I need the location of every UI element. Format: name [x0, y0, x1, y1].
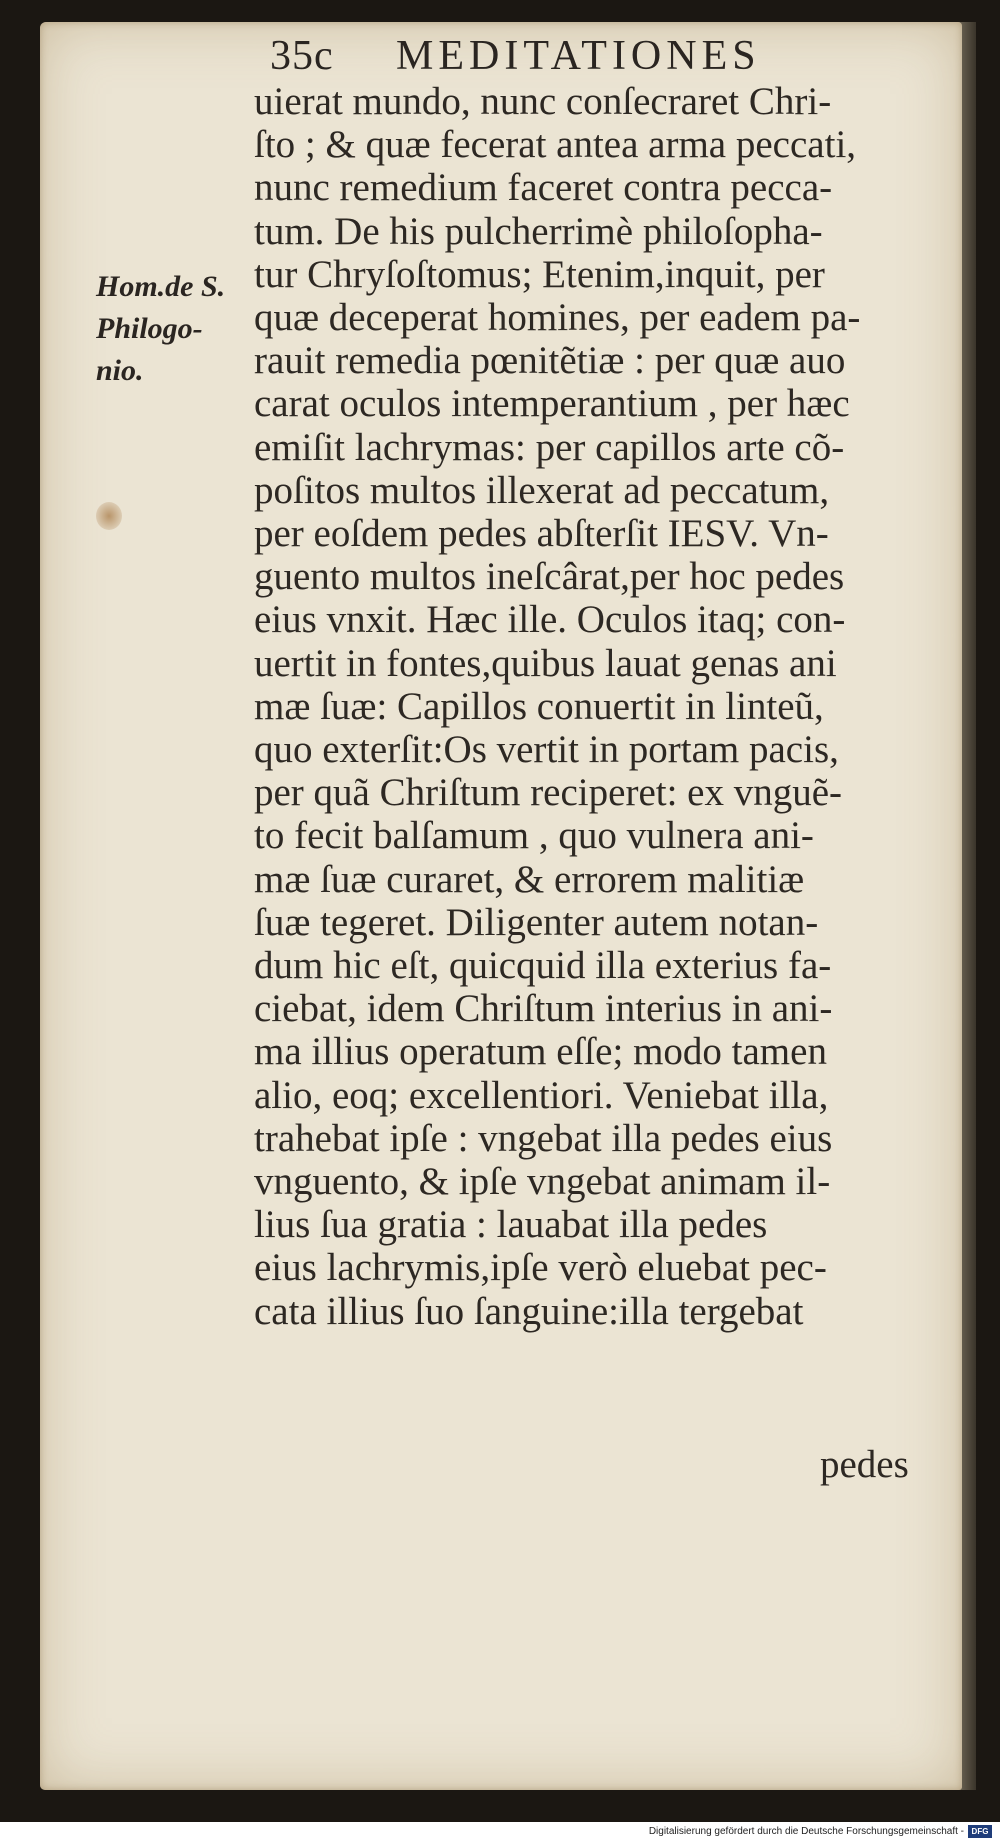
text-line: poſitos multos illexerat ad peccatum,: [254, 468, 830, 512]
text-line: mæ ſuæ: Capillos conuertit in linteũ,: [254, 684, 824, 728]
text-line: eius vnxit. Hæc ille. Oculos itaq; con-: [254, 598, 846, 642]
text-line: tum. De his pulcherrimè philoſopha-: [254, 209, 823, 253]
catchword: pedes: [820, 1443, 909, 1486]
margin-note-line: Hom.de S.: [96, 270, 226, 303]
text-line: quo exterſit:Os vertit in portam pacis,: [254, 728, 839, 772]
text-line: per quã Chriſtum reciperet: ex vnguẽ-: [254, 771, 843, 815]
text-line: eius lachrymis,ipſe verò eluebat pec-: [254, 1246, 827, 1290]
text-line: mæ ſuæ curaret, & errorem malitiæ: [254, 857, 805, 901]
page-number: 35c: [270, 33, 334, 79]
running-header: [266, 28, 866, 84]
text-line: tur Chryſoſtomus; Etenim,inquit, per: [254, 252, 825, 296]
text-line: quæ deceperat homines, per eadem pa-: [254, 296, 861, 340]
dfg-logo-icon: DFG: [968, 1825, 992, 1838]
text-line: emiſit lachrymas: per capillos arte cõ-: [254, 425, 845, 469]
text-line: dum hic eſt, quicquid illa exterius fa-: [254, 944, 832, 988]
running-title: MEDITATIONES: [396, 33, 761, 79]
text-line: uierat mundo, nunc conſecraret Chri-: [254, 80, 832, 123]
margin-note-line: Philogo-: [96, 312, 203, 345]
digitization-footer: [0, 1822, 1000, 1843]
body-text: [254, 80, 934, 1333]
margin-note: [96, 266, 258, 392]
text-line: ſuæ tegeret. Diligenter autem notan-: [254, 900, 819, 944]
paper-stain: [96, 502, 122, 530]
text-line: nunc remedium faceret contra pecca-: [254, 166, 833, 210]
margin-note-line: nio.: [96, 354, 144, 387]
text-line: ma illius operatum eſſe; modo tamen: [254, 1030, 827, 1074]
text-line: to fecit balſamum , quo vulnera ani-: [254, 814, 814, 858]
text-line: cata illius ſuo ſanguine:illa tergebat: [254, 1289, 804, 1333]
text-line: rauit remedia pœnitẽtiæ : per quæ auo: [254, 339, 846, 383]
text-line: trahebat ipſe : vngebat illa pedes eius: [254, 1116, 833, 1160]
text-line: guento multos ineſcârat,per hoc pedes: [254, 555, 845, 599]
text-line: ſto ; & quæ fecerat antea arma peccati,: [254, 123, 857, 167]
text-line: lius ſua gratia : lauabat illa pedes: [254, 1203, 768, 1247]
text-line: alio, eoq; excellentiori. Veniebat illa,: [254, 1073, 829, 1117]
text-line: uertit in fontes,quibus lauat genas ani: [254, 641, 837, 685]
text-line: ciebat, idem Chriſtum interius in ani-: [254, 987, 833, 1031]
text-line: per eoſdem pedes abſterſit IESV. Vn-: [254, 512, 829, 556]
funding-credit: Digitalisierung gefördert durch die Deutsche Forschungsgemeinschaft -: [648, 1826, 964, 1837]
text-line: carat oculos intemperantium , per hæc: [254, 382, 850, 426]
text-line: vnguento, & ipſe vngebat animam il-: [254, 1160, 831, 1204]
